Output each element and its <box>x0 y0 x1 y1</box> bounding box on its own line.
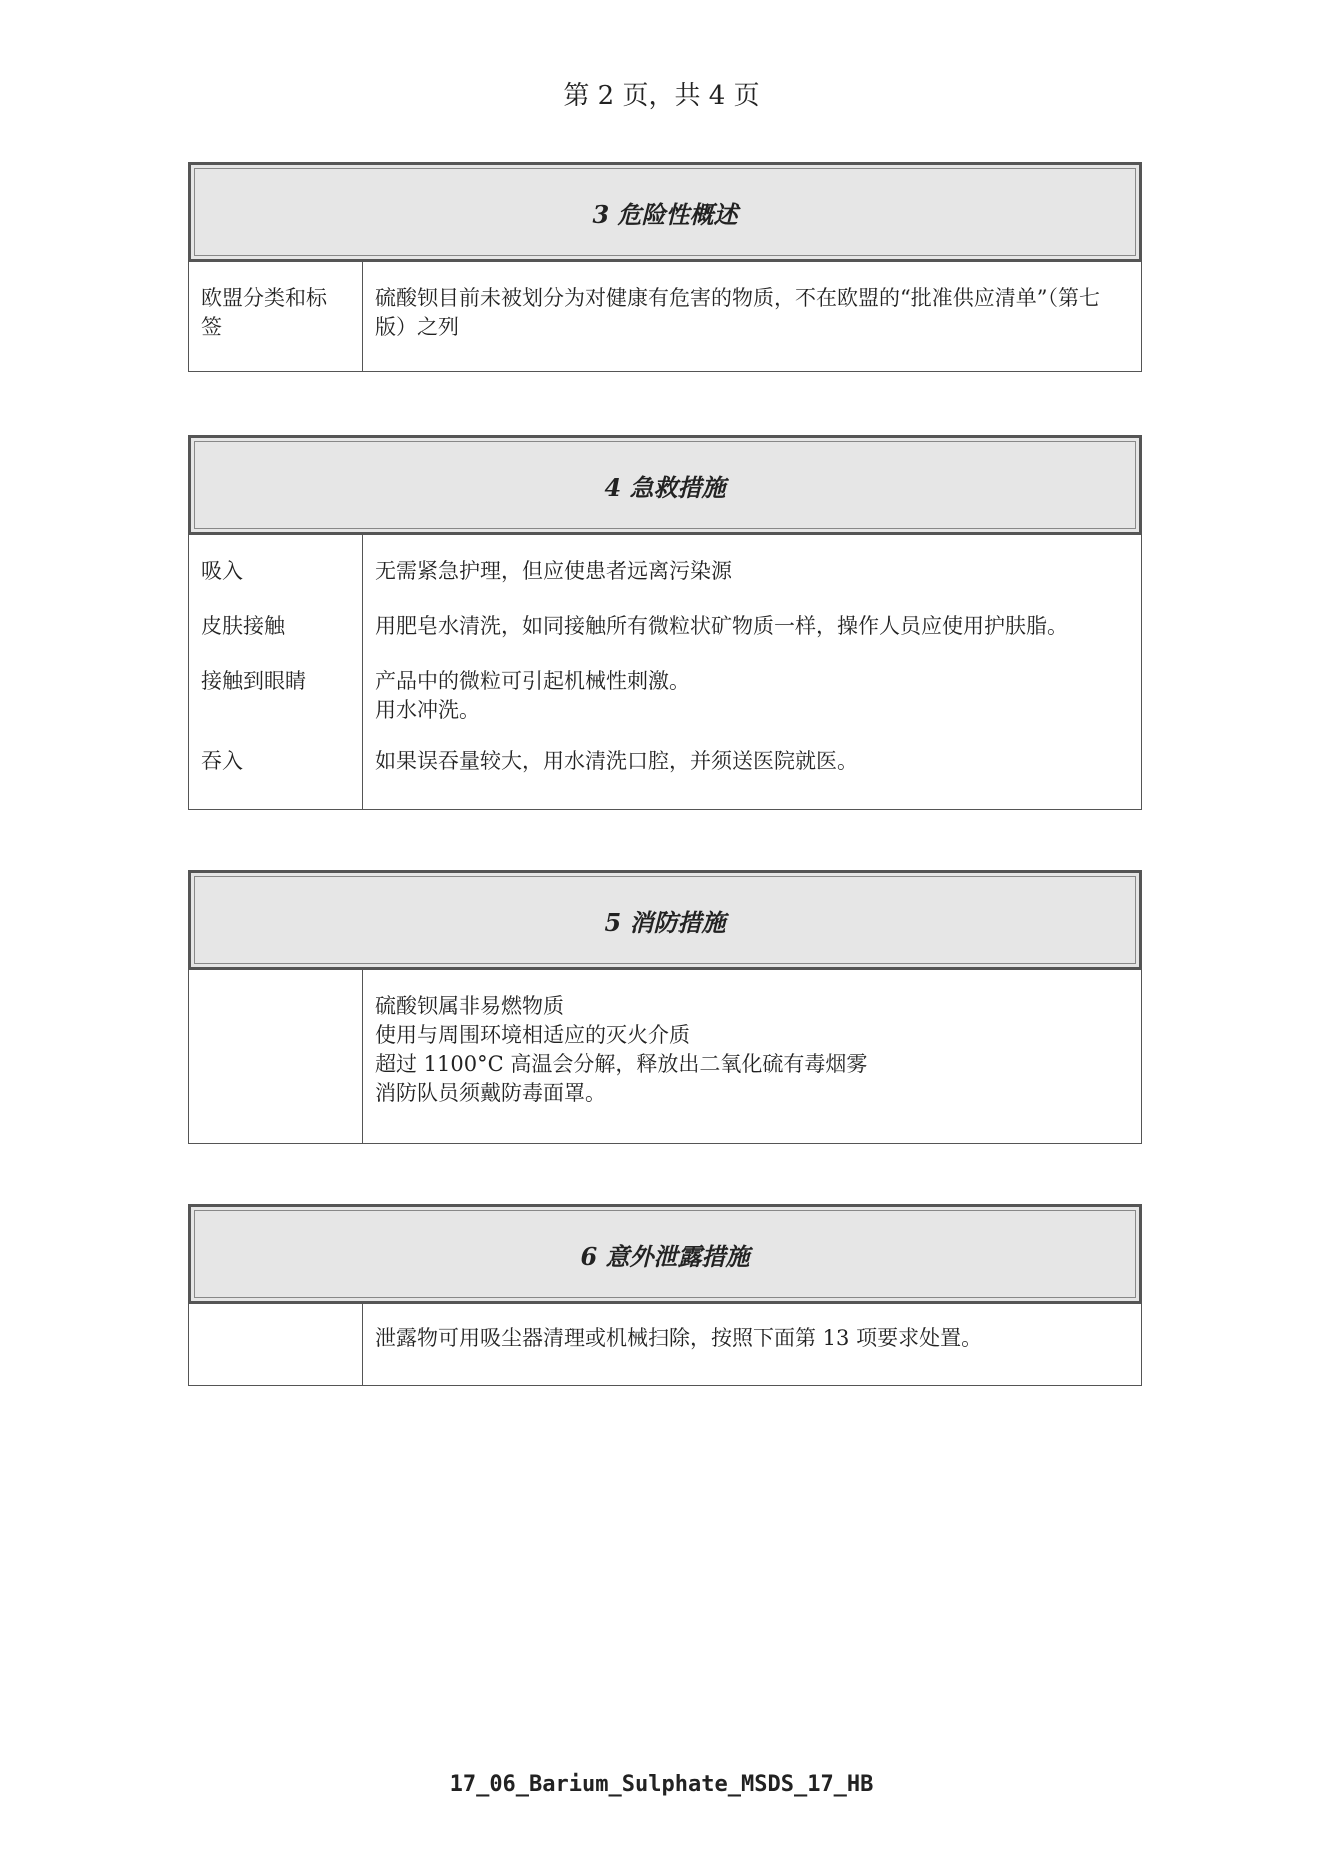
section-fire-fighting <box>188 870 1142 1144</box>
value-inhalation: 无需紧急护理，但应使患者远离污染源 <box>375 559 732 583</box>
label-inhalation: 吸入 <box>201 559 243 583</box>
label-eye-contact: 接触到眼睛 <box>201 669 306 693</box>
row-value <box>363 262 1141 371</box>
value-text: 硫酸钡目前未被划分为对健康有危害的物质，不在欧盟的“批准供应清单”（第七版）之列 <box>375 286 1100 339</box>
value-ingestion: 如果误吞量较大，用水清洗口腔，并须送医院就医。 <box>375 749 858 773</box>
row-label <box>189 1304 363 1385</box>
section-body <box>189 261 1141 371</box>
row-value <box>363 970 1141 1143</box>
label-ingestion: 吞入 <box>201 749 243 773</box>
section-title: 6 意外泄露措施 <box>189 1205 1141 1303</box>
section-title: 3 危险性概述 <box>189 163 1141 261</box>
value-eye-contact-1: 产品中的微粒可引起机械性刺激。 <box>375 669 690 693</box>
document-id: 17_06_Barium_Sulphate_MSDS_17_HB <box>449 1772 874 1797</box>
section-first-aid <box>188 435 1142 810</box>
value-line-3: 超过 1100°C 高温会分解，释放出二氧化硫有毒烟雾 <box>375 1052 868 1076</box>
section-body <box>189 969 1141 1143</box>
value-line-1: 硫酸钡属非易燃物质 <box>375 994 564 1018</box>
section-accidental-release <box>188 1204 1142 1386</box>
label-text: 欧盟分类和标签 <box>201 286 327 339</box>
page-number: 第 2 页，共 4 页 <box>563 81 760 111</box>
value-line-1: 泄露物可用吸尘器清理或机械扫除，按照下面第 13 项要求处置。 <box>375 1326 983 1350</box>
section-body <box>189 1303 1141 1385</box>
row-labels <box>189 535 363 809</box>
section-body <box>189 534 1141 809</box>
value-line-4: 消防队员须戴防毒面罩。 <box>375 1081 606 1105</box>
value-eye-contact-2: 用水冲洗。 <box>375 698 480 722</box>
section-title: 5 消防措施 <box>189 871 1141 969</box>
label-skin-contact: 皮肤接触 <box>201 614 285 638</box>
section-title: 4 急救措施 <box>189 436 1141 534</box>
value-skin-contact: 用肥皂水清洗，如同接触所有微粒状矿物质一样，操作人员应使用护肤脂。 <box>375 614 1068 638</box>
row-label <box>189 970 363 1143</box>
row-value <box>363 1304 1141 1385</box>
section-hazards <box>188 162 1142 372</box>
row-values <box>363 535 1141 809</box>
row-label <box>189 262 363 371</box>
value-line-2: 使用与周围环境相适应的灭火介质 <box>375 1023 690 1047</box>
